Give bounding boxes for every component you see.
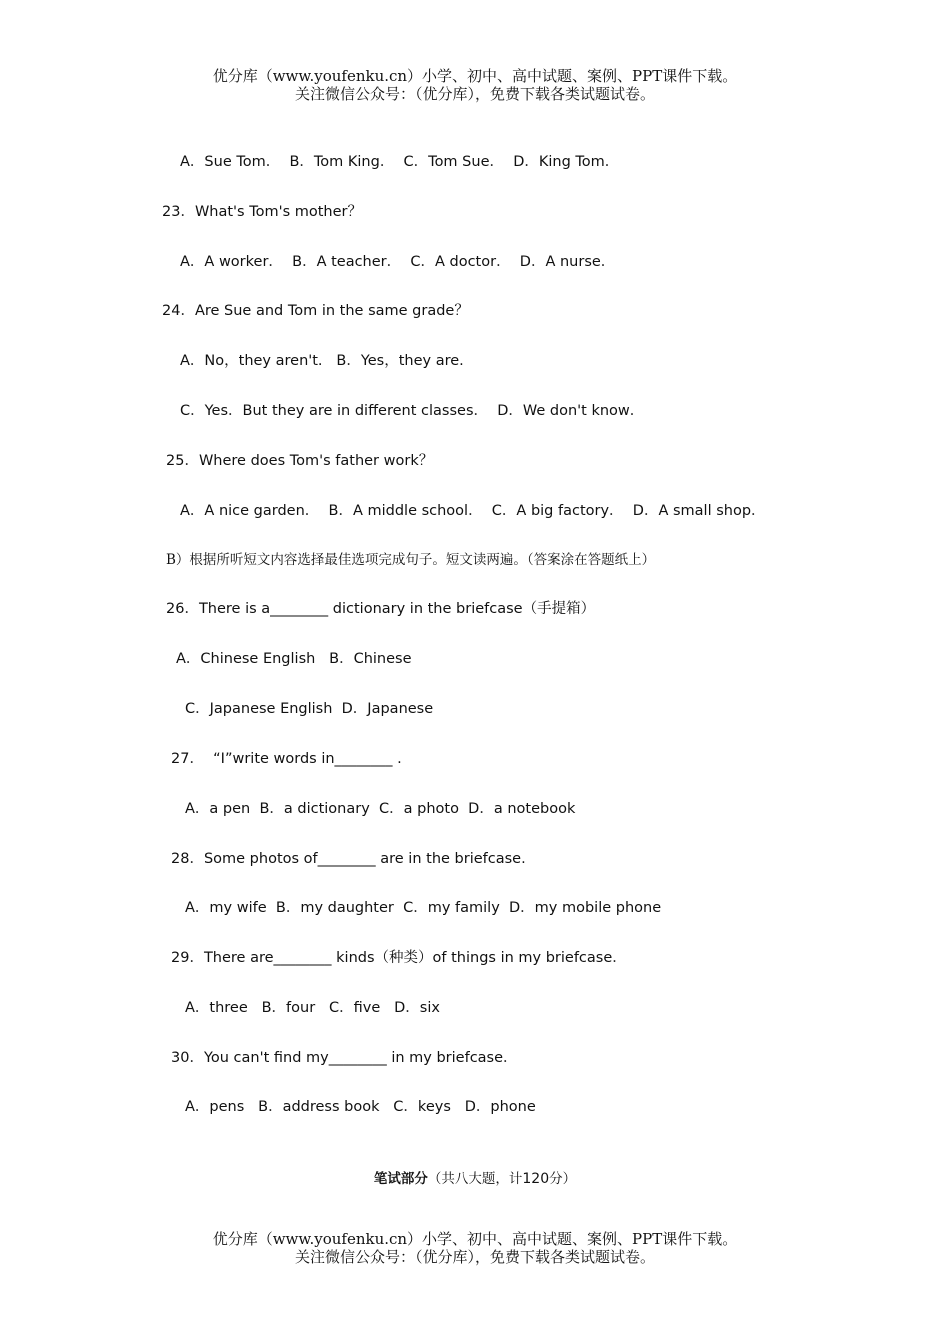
- section-note-post: 分）: [549, 1171, 577, 1187]
- q23-options: A．A worker． B．A teacher． C．A doctor． D．A nurse．: [180, 254, 616, 270]
- q23-question: 23．What's Tom's mother？: [162, 204, 362, 220]
- q26-options-2: C．Japanese English D．Japanese: [185, 701, 434, 717]
- part-b-instructions: B）根据所听短文内容选择最佳选项完成句子。短文读两遍。（答案涂在答题纸上）: [166, 552, 656, 568]
- section-title: 笔试部分: [373, 1171, 428, 1187]
- q28-options: A．my wife B．my daughter C．my family D．my mobile phone: [185, 900, 662, 916]
- q28-question: 28．Some photos of________ are in the briefcase.: [171, 851, 526, 867]
- q26-question: 26．There is a________ dictionary in the briefcase（手提箱）: [166, 601, 596, 617]
- q22-options: A．Sue Tom． B．Tom King． C．Tom Sue． D．King Tom．: [180, 154, 620, 170]
- section-points: 120: [522, 1171, 550, 1187]
- header-line-1: 优分库（www.youfenku.cn）小学、初中、高中试题、案例、PPT课件下载。: [212, 67, 738, 85]
- section-note-pre: （共八大题，计: [427, 1171, 523, 1187]
- written-section-heading: [0, 1169, 950, 1189]
- q27-options: A．a pen B．a dictionary C．a photo D．a notebook: [185, 801, 576, 817]
- q29-options: A．three B．four C．five D．six: [185, 1000, 440, 1016]
- q25-question: 25．Where does Tom's father work？: [166, 453, 434, 469]
- q24-options-2: C．Yes．But they are in different classes． D．We don't know．: [180, 403, 645, 419]
- q26-options-1: A．Chinese English B．Chinese: [176, 651, 412, 667]
- q24-options-1: A．No，they aren't. B．Yes，they are.: [180, 353, 464, 369]
- q30-question: 30．You can't find my________ in my briefcase．: [171, 1050, 518, 1066]
- q24-question: 24．Are Sue and Tom in the same grade？: [162, 303, 469, 319]
- q25-options: A．A nice garden． B．A middle school． C．A big factory． D．A small shop．: [180, 503, 766, 519]
- footer-line-1: 优分库（www.youfenku.cn）小学、初中、高中试题、案例、PPT课件下载。: [212, 1230, 738, 1248]
- footer-line-2: 关注微信公众号：（优分库），免费下载各类试题试卷。: [294, 1248, 655, 1266]
- q30-options: A．pens B．address book C．keys D．phone: [185, 1099, 536, 1115]
- q27-question: 27． “I”write words in________ .: [171, 751, 402, 767]
- header-line-2: 关注微信公众号：（优分库），免费下载各类试题试卷。: [294, 85, 655, 103]
- q29-question: 29．There are________ kinds（种类）of things in my briefcase．: [171, 950, 627, 966]
